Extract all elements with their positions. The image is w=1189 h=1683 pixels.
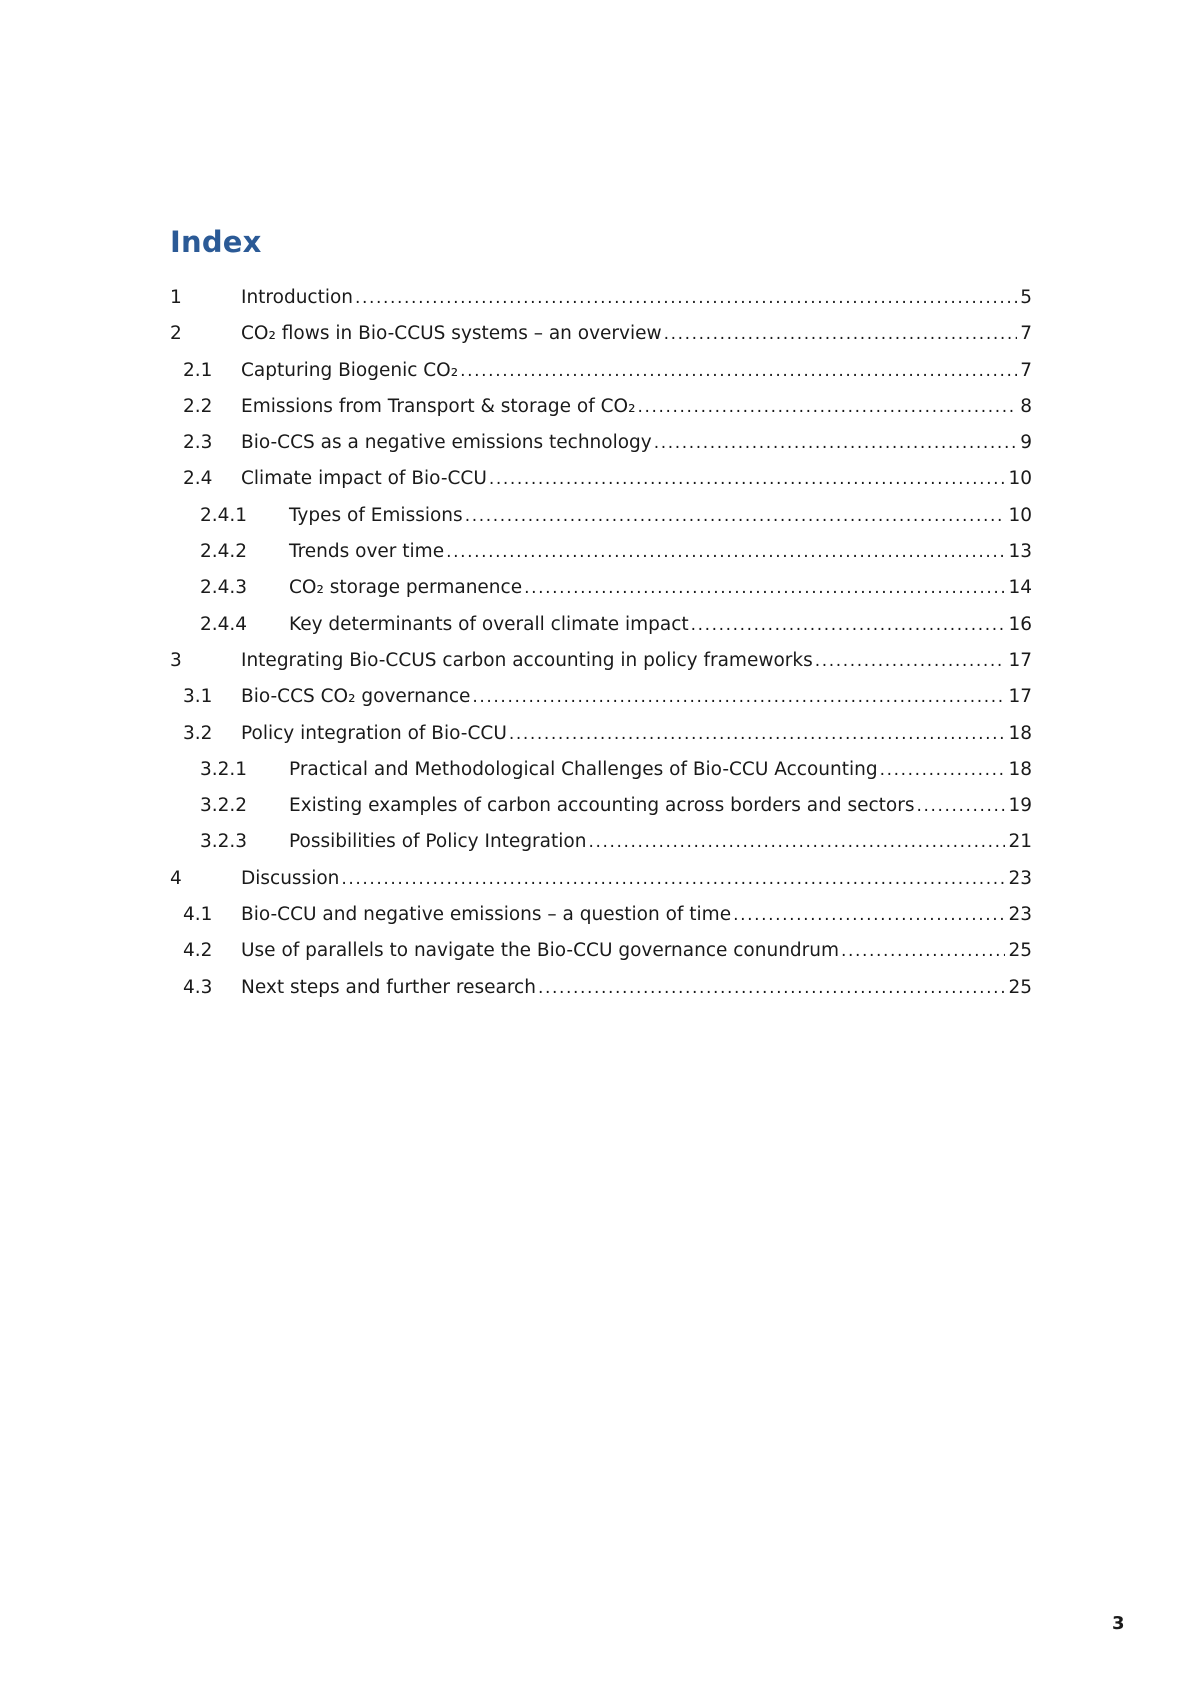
toc-section-number: 4.1 [183, 904, 213, 926]
toc-section-title[interactable]: CO₂ storage permanence [289, 577, 523, 599]
toc-page-number: 14 [1008, 577, 1032, 599]
toc-section-number: 3.1 [183, 686, 213, 708]
toc-page-number: 13 [1008, 541, 1032, 563]
toc-dot-leader [538, 970, 1006, 1006]
toc-section-number: 4.3 [183, 976, 213, 998]
toc-section-title[interactable]: Integrating Bio-CCUS carbon accounting in policy frameworks [241, 649, 813, 671]
toc-page-number: 9 [1020, 432, 1032, 454]
toc-section-number: 2.4.1 [200, 504, 248, 526]
toc-section-title[interactable]: Existing examples of carbon accounting across borders and sectors [289, 795, 915, 817]
toc-section-number: 2 [170, 323, 182, 345]
toc-page-number: 25 [1008, 940, 1032, 962]
toc-section-title[interactable]: Bio-CCU and negative emissions – a question of time [241, 904, 732, 926]
toc-section-number: 2.4.3 [200, 577, 248, 599]
toc-page-number: 17 [1008, 686, 1032, 708]
toc-section-title[interactable]: Next steps and further research [241, 976, 536, 998]
toc-entry[interactable] [170, 933, 1032, 969]
toc-entry[interactable] [170, 280, 1032, 316]
toc-dot-leader [691, 607, 1006, 643]
toc-dot-leader [815, 643, 1006, 679]
toc-dot-leader [465, 498, 1006, 534]
toc-entry[interactable] [170, 498, 1032, 534]
toc-section-number: 2.4 [183, 468, 213, 490]
toc-entry[interactable] [170, 607, 1032, 643]
toc-section-title[interactable]: Practical and Methodological Challenges of Bio-CCU Accounting [289, 758, 878, 780]
toc-section-number: 1 [170, 287, 182, 308]
toc-entry[interactable] [170, 353, 1032, 389]
toc-dot-leader [664, 316, 1018, 352]
toc-section-title[interactable]: Discussion [241, 867, 340, 889]
toc-section-title[interactable]: Emissions from Transport & storage of CO₂ [241, 395, 636, 417]
toc-entry[interactable] [170, 897, 1032, 933]
toc-dot-leader [524, 570, 1005, 606]
toc-section-number: 4.2 [183, 940, 213, 962]
toc-section-number: 3.2.1 [200, 758, 248, 780]
toc-page-number: 8 [1020, 395, 1032, 417]
toc-dot-leader [460, 353, 1017, 389]
toc-section-title[interactable]: CO₂ flows in Bio-CCUS systems – an overview [241, 323, 662, 345]
toc-entry[interactable] [170, 752, 1032, 788]
toc-section-number: 4 [170, 867, 182, 889]
toc-page-number: 5 [1020, 287, 1032, 308]
toc-page-number: 7 [1020, 323, 1032, 345]
toc-page-number: 21 [1008, 831, 1032, 853]
toc-dot-leader [588, 824, 1005, 860]
toc-section-number: 2.1 [183, 359, 213, 381]
toc-dot-leader [733, 897, 1005, 933]
toc-dot-leader [472, 679, 1005, 715]
toc-page-number: 10 [1008, 468, 1032, 490]
toc-dot-leader [355, 280, 1017, 316]
toc-page-number: 18 [1008, 758, 1032, 780]
toc-entry[interactable] [170, 425, 1032, 461]
toc-section-number: 2.2 [183, 395, 213, 417]
toc-section-title[interactable]: Capturing Biogenic CO₂ [241, 359, 459, 381]
toc-section-number: 2.3 [183, 432, 213, 454]
toc-entry[interactable] [170, 534, 1032, 570]
toc-section-number: 3 [170, 649, 182, 671]
toc-entry[interactable] [170, 316, 1032, 352]
table-of-contents [170, 280, 1032, 1006]
toc-entry[interactable] [170, 716, 1032, 752]
toc-entry[interactable] [170, 570, 1032, 606]
toc-dot-leader [489, 461, 1006, 497]
page-number: 3 [1112, 1613, 1125, 1634]
toc-entry[interactable] [170, 643, 1032, 679]
toc-dot-leader [841, 933, 1005, 969]
toc-section-title[interactable]: Trends over time [289, 541, 445, 563]
toc-dot-leader [446, 534, 1005, 570]
toc-section-title[interactable]: Bio-CCS as a negative emissions technology [241, 432, 652, 454]
page-title: Index [170, 225, 262, 259]
toc-section-title[interactable]: Key determinants of overall climate impact [289, 613, 689, 635]
toc-dot-leader [509, 716, 1006, 752]
toc-page-number: 16 [1008, 613, 1032, 635]
toc-section-title[interactable]: Types of Emissions [289, 504, 463, 526]
toc-page-number: 10 [1008, 504, 1032, 526]
toc-entry[interactable] [170, 389, 1032, 425]
toc-page-number: 23 [1008, 867, 1032, 889]
toc-page-number: 18 [1008, 722, 1032, 744]
toc-entry[interactable] [170, 970, 1032, 1006]
toc-section-number: 3.2 [183, 722, 213, 744]
toc-page-number: 19 [1008, 795, 1032, 817]
toc-entry[interactable] [170, 679, 1032, 715]
toc-dot-leader [638, 389, 1018, 425]
toc-section-number: 2.4.2 [200, 541, 248, 563]
toc-section-title[interactable]: Climate impact of Bio-CCU [241, 468, 487, 490]
toc-section-title[interactable]: Bio-CCS CO₂ governance [241, 686, 471, 708]
toc-entry[interactable] [170, 461, 1032, 497]
toc-entry[interactable] [170, 824, 1032, 860]
toc-dot-leader [880, 752, 1006, 788]
toc-page-number: 25 [1008, 976, 1032, 998]
toc-entry[interactable] [170, 788, 1032, 824]
toc-entry[interactable] [170, 861, 1032, 897]
toc-page-number: 23 [1008, 904, 1032, 926]
toc-page-number: 7 [1020, 359, 1032, 381]
toc-dot-leader [916, 788, 1005, 824]
toc-dot-leader [654, 425, 1017, 461]
toc-page-number: 17 [1008, 649, 1032, 671]
toc-section-number: 3.2.2 [200, 795, 248, 817]
toc-section-title[interactable]: Introduction [241, 287, 354, 308]
toc-section-title[interactable]: Possibilities of Policy Integration [289, 831, 587, 853]
toc-section-number: 2.4.4 [200, 613, 248, 635]
toc-section-number: 3.2.3 [200, 831, 248, 853]
toc-dot-leader [341, 861, 1005, 897]
toc-section-title[interactable]: Policy integration of Bio-CCU [241, 722, 507, 744]
toc-section-title[interactable]: Use of parallels to navigate the Bio-CCU governance conundrum [241, 940, 840, 962]
